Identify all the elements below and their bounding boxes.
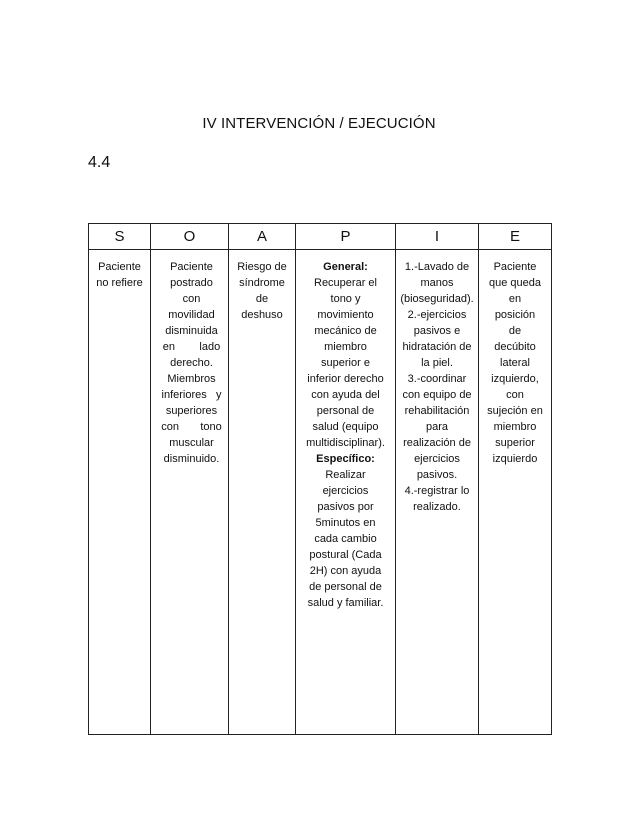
header-a: A (229, 224, 296, 250)
cell-line: Paciente (170, 261, 213, 273)
section-number: 4.4 (88, 154, 111, 171)
cell-p (296, 250, 396, 735)
cell-line: pasivos. (416, 469, 458, 481)
cell-line: movilidad (168, 309, 215, 321)
cell-line: izquierdo (492, 453, 538, 465)
cell-line: pasivos e (413, 325, 461, 337)
cell-line: de (508, 325, 522, 337)
cell-line: superior (495, 437, 535, 449)
cell-line: disminuida (165, 325, 218, 337)
cell-line: derecho. (170, 357, 213, 369)
cell-line: la piel. (421, 357, 453, 369)
cell-a (229, 250, 296, 735)
cell-line: posición (494, 309, 536, 321)
cell-s (89, 250, 151, 735)
cell-line: de personal de (309, 581, 382, 593)
especifico-label: Específico: (316, 453, 375, 465)
cell-line: ejercicios (414, 453, 460, 465)
cell-line: hidratación de (402, 341, 472, 353)
cell-line: 5minutos en (315, 517, 376, 529)
cell-line: Paciente (493, 261, 537, 273)
cell-line: salud (equipo (312, 421, 379, 433)
cell-line: miembro (324, 341, 367, 353)
cell-line: sujeción en (487, 405, 543, 417)
cell-line: superiores (165, 405, 218, 417)
header-i: I (396, 224, 479, 250)
cell-line: de (255, 293, 269, 305)
cell-line: rehabilitación (404, 405, 470, 417)
cell-line: decúbito (494, 341, 536, 353)
cell-line: superior e (321, 357, 370, 369)
cell-line: lateral (500, 357, 530, 369)
cell-line: no refiere (96, 277, 143, 289)
cell-line: con tono (161, 421, 222, 433)
cell-line: con (182, 293, 201, 305)
header-s: S (89, 224, 151, 250)
header-o: O (151, 224, 229, 250)
cell-line: personal de (316, 405, 375, 417)
cell-line: mecánico de (314, 325, 377, 337)
cell-line: salud y familiar. (307, 597, 384, 609)
cell-line: 1.-Lavado de (404, 261, 470, 273)
cell-line: 3.-coordinar (407, 373, 467, 385)
cell-o (151, 250, 229, 735)
cell-line: cada cambio (314, 533, 377, 545)
cell-line: síndrome (239, 277, 285, 289)
cell-line: muscular (169, 437, 214, 449)
cell-line: ejercicios (322, 485, 369, 497)
cell-line: para (425, 421, 449, 433)
cell-line: Miembros (167, 373, 216, 385)
general-label: General: (323, 261, 368, 273)
cell-line: izquierdo, (491, 373, 539, 385)
cell-line: Paciente (98, 261, 141, 273)
cell-line: postural (Cada (309, 549, 382, 561)
cell-line: Riesgo de (237, 261, 287, 273)
cell-line: miembro (493, 421, 537, 433)
cell-line: realizado. (413, 501, 461, 513)
cell-line: pasivos por (317, 501, 374, 513)
cell-line: postrado (170, 277, 213, 289)
header-e: E (479, 224, 552, 250)
cell-line: en (508, 293, 522, 305)
cell-line: manos (420, 277, 454, 289)
cell-line: disminuido. (163, 453, 220, 465)
cell-line: deshuso (241, 309, 283, 321)
cell-line: 2.-ejercicios (407, 309, 467, 321)
cell-line: tono y (330, 293, 361, 305)
cell-i (396, 250, 479, 735)
cell-line: en lado (162, 341, 221, 353)
cell-line: inferior derecho (307, 373, 384, 385)
cell-line: que queda (489, 277, 541, 289)
page-title: IV INTERVENCIÓN / EJECUCIÓN (202, 115, 436, 132)
cell-line: con equipo de (402, 389, 472, 401)
cell-line: con (506, 389, 524, 401)
cell-line: movimiento (317, 309, 374, 321)
content-row (89, 250, 552, 735)
cell-line: 4.-registrar lo (404, 485, 470, 497)
header-p: P (296, 224, 396, 250)
cell-line: Realizar (325, 469, 366, 481)
cell-e (479, 250, 552, 735)
cell-line: multidisciplinar). (306, 437, 385, 449)
cell-line: 2H) con ayuda (309, 565, 382, 577)
cell-line: inferiores y (161, 389, 222, 401)
soapie-table (88, 223, 552, 735)
cell-line: Recuperar el (314, 277, 377, 289)
header-row (89, 224, 552, 250)
cell-line: realización de (403, 437, 471, 449)
cell-line: (bioseguridad). (400, 293, 474, 305)
cell-line: con ayuda del (311, 389, 380, 401)
